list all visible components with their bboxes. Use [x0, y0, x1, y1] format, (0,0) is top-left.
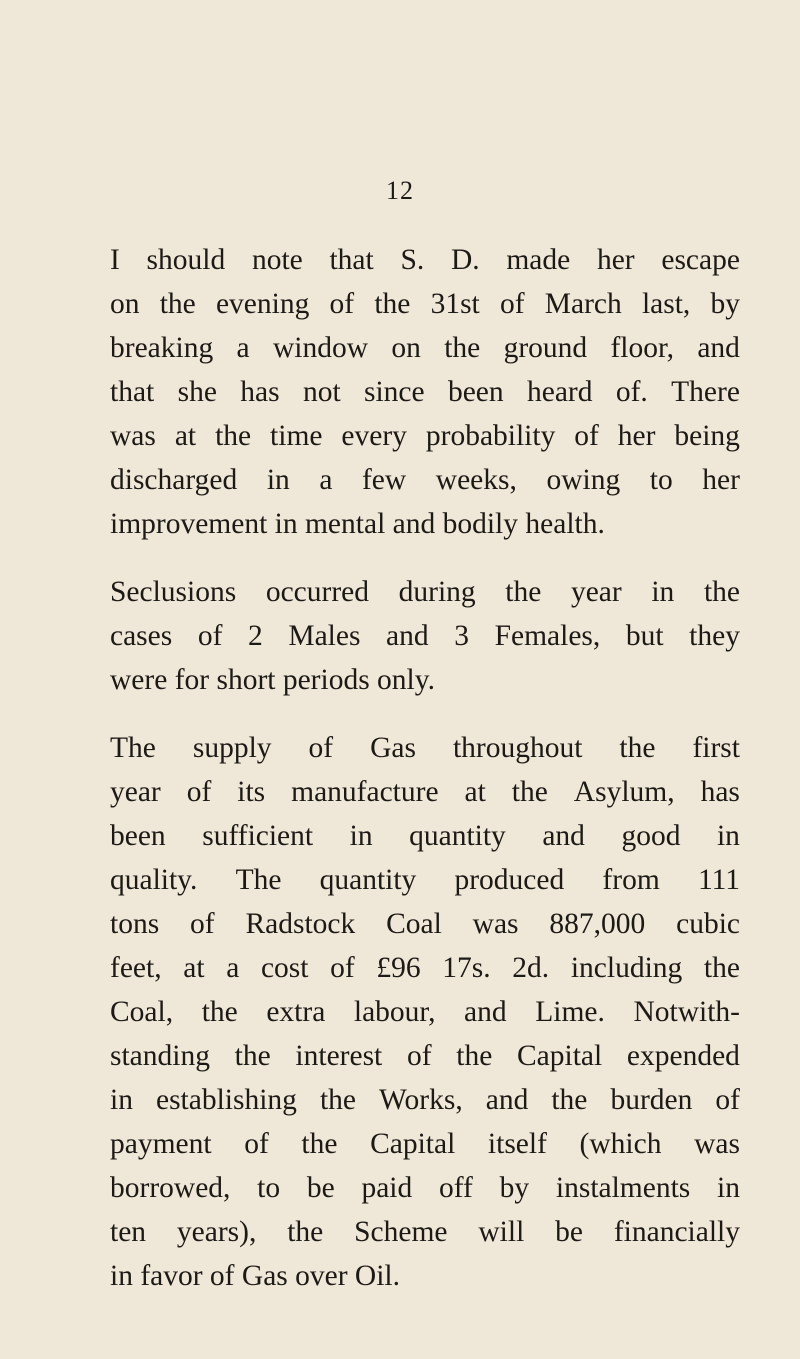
- text-line: discharged in a few weeks, owing to her: [110, 464, 740, 496]
- text-line: quality. The quantity produced from 111: [110, 864, 740, 896]
- text-line: in favor of Gas over Oil.: [110, 1260, 401, 1292]
- text-line: Coal, the extra labour, and Lime. Notwith-: [110, 996, 740, 1028]
- text-line: cases of 2 Males and 3 Females, but they: [110, 620, 740, 652]
- text-line: been sufficient in quantity and good in: [110, 820, 740, 852]
- text-line: feet, at a cost of £96 17s. 2d. including the: [110, 952, 740, 984]
- text-line: were for short periods only.: [110, 664, 435, 696]
- text-line: that she has not since been heard of. There: [110, 376, 740, 408]
- text-line: Seclusions occurred during the year in the: [110, 576, 740, 608]
- text-line: standing the interest of the Capital expended: [110, 1040, 740, 1072]
- text-line: payment of the Capital itself (which was: [110, 1128, 740, 1160]
- text-line: tons of Radstock Coal was 887,000 cubic: [110, 908, 740, 940]
- text-line: in establishing the Works, and the burden of: [110, 1084, 740, 1116]
- page-number: 12: [386, 176, 414, 205]
- paragraph-seclusions: [110, 570, 740, 702]
- text-line: I should note that S. D. made her escape: [110, 244, 740, 276]
- text-line: breaking a window on the ground floor, and: [110, 332, 740, 364]
- text-line: was at the time every probability of her being: [110, 420, 740, 452]
- paragraph-gas-supply: [110, 726, 740, 1298]
- text-line: borrowed, to be paid off by instalments in: [110, 1172, 740, 1204]
- paragraph-escape: [110, 238, 740, 546]
- text-line: on the evening of the 31st of March last, by: [110, 288, 740, 320]
- text-line: ten years), the Scheme will be financially: [110, 1216, 740, 1248]
- text-line: year of its manufacture at the Asylum, has: [110, 776, 740, 808]
- body-text: [110, 238, 740, 1322]
- text-line: The supply of Gas throughout the first: [110, 732, 740, 764]
- text-line: improvement in mental and bodily health.: [110, 508, 605, 540]
